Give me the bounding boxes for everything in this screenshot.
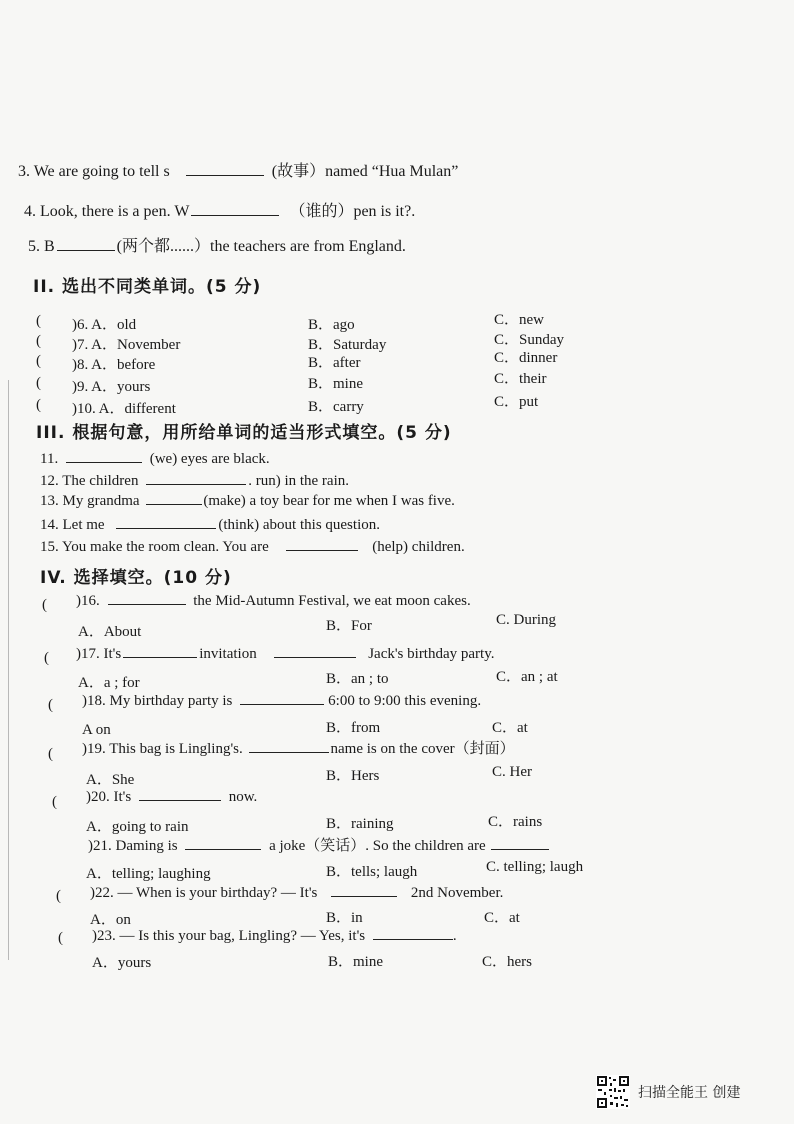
option-a[interactable]: A．telling; laughing bbox=[86, 866, 211, 882]
answer-blank[interactable] bbox=[185, 837, 261, 850]
paren: ( bbox=[36, 375, 41, 391]
question-3: 3. We are going to tell s (故事）named “Hua Mulan” bbox=[18, 163, 459, 180]
option-b[interactable]: B．raining bbox=[326, 816, 394, 832]
option-b[interactable]: B．after bbox=[308, 355, 361, 371]
option-c[interactable]: C．new bbox=[494, 312, 544, 328]
question-17: )17. It's invitation Jack's birthday party. bbox=[76, 646, 495, 662]
option-b[interactable]: B．Saturday bbox=[308, 337, 387, 353]
question-5: 5. B (两个都......）the teachers are from England. bbox=[28, 238, 406, 255]
answer-blank[interactable] bbox=[286, 538, 358, 551]
question-11: 11. (we) eyes are black. bbox=[40, 451, 270, 467]
question-6: )6. A．old bbox=[72, 317, 137, 333]
option-a[interactable]: A．She bbox=[86, 772, 135, 788]
paren: ( bbox=[36, 333, 41, 349]
question-22: )22. — When is your birthday? — It's 2nd November. bbox=[90, 885, 504, 901]
option-b[interactable]: B．carry bbox=[308, 399, 364, 415]
question-10: )10. A．different bbox=[72, 401, 176, 417]
paren: ( bbox=[58, 930, 63, 946]
question-21: )21. Daming is a joke（笑话）. So the children are bbox=[88, 837, 551, 855]
option-c[interactable]: C. During bbox=[496, 612, 556, 628]
option-a[interactable]: A on bbox=[82, 722, 111, 738]
option-a[interactable]: A．About bbox=[78, 624, 142, 640]
answer-blank[interactable] bbox=[66, 450, 142, 463]
paren: ( bbox=[36, 397, 41, 413]
answer-blank[interactable] bbox=[57, 238, 115, 251]
paren: ( bbox=[56, 888, 61, 904]
option-a[interactable]: A．yours bbox=[92, 955, 152, 971]
answer-blank[interactable] bbox=[108, 592, 186, 605]
option-b[interactable]: B．mine bbox=[328, 954, 383, 970]
option-c[interactable]: C．Sunday bbox=[494, 332, 565, 348]
paren: ( bbox=[44, 650, 49, 666]
paren: ( bbox=[36, 353, 41, 369]
option-b[interactable]: B．ago bbox=[308, 317, 355, 333]
option-b[interactable]: B．in bbox=[326, 910, 363, 926]
option-b[interactable]: B．an ; to bbox=[326, 671, 389, 687]
question-9: )9. A．yours bbox=[72, 379, 151, 395]
question-20: )20. It's now. bbox=[86, 789, 258, 805]
option-b[interactable]: B．For bbox=[326, 618, 372, 634]
answer-blank[interactable] bbox=[186, 163, 264, 176]
question-12: 12. The children . run) in the rain. bbox=[40, 473, 350, 489]
answer-blank[interactable] bbox=[146, 492, 202, 505]
answer-blank[interactable] bbox=[274, 645, 356, 658]
option-a[interactable]: A．on bbox=[90, 912, 131, 928]
binding-margin-line bbox=[8, 380, 9, 960]
answer-blank[interactable] bbox=[139, 788, 221, 801]
section-4-title: IV. 选择填空。(10 分) bbox=[40, 568, 232, 588]
paren: ( bbox=[52, 794, 57, 810]
question-19: )19. This bag is Lingling's. name is on the cover（封面） bbox=[82, 741, 515, 757]
option-c[interactable]: C．an ; at bbox=[496, 669, 558, 685]
answer-blank[interactable] bbox=[373, 927, 453, 940]
question-14: 14. Let me (think) about this question. bbox=[40, 517, 380, 533]
option-c[interactable]: C．at bbox=[492, 720, 528, 736]
answer-blank[interactable] bbox=[240, 692, 324, 705]
question-23: )23. — Is this your bag, Lingling? — Yes, it's . bbox=[92, 928, 457, 944]
answer-blank[interactable] bbox=[116, 516, 216, 529]
option-c[interactable]: C．at bbox=[484, 910, 520, 926]
option-b[interactable]: B．from bbox=[326, 720, 381, 736]
option-c[interactable]: C．their bbox=[494, 371, 547, 387]
option-c[interactable]: C．dinner bbox=[494, 350, 558, 366]
answer-blank[interactable] bbox=[191, 203, 279, 216]
qr-code-icon bbox=[596, 1075, 630, 1109]
question-4: 4. Look, there is a pen. W （谁的）pen is it?. bbox=[24, 203, 416, 220]
answer-blank[interactable] bbox=[123, 645, 197, 658]
option-a[interactable]: A．going to rain bbox=[86, 819, 189, 835]
option-c[interactable]: C．rains bbox=[488, 814, 543, 830]
paren: ( bbox=[36, 313, 41, 329]
option-c[interactable]: C. telling; laugh bbox=[486, 859, 584, 875]
option-c[interactable]: C. Her bbox=[492, 764, 532, 780]
scanner-watermark bbox=[596, 1075, 740, 1109]
paren: ( bbox=[48, 697, 53, 713]
option-b[interactable]: B．Hers bbox=[326, 768, 380, 784]
answer-blank[interactable] bbox=[331, 884, 397, 897]
paren: ( bbox=[48, 746, 53, 762]
question-15: 15. You make the room clean. You are (help) children. bbox=[40, 539, 465, 555]
question-8: )8. A．before bbox=[72, 357, 156, 373]
answer-blank[interactable] bbox=[146, 472, 246, 485]
option-c[interactable]: C．put bbox=[494, 394, 539, 410]
question-7: )7. A．November bbox=[72, 337, 181, 353]
option-c[interactable]: C．hers bbox=[482, 954, 532, 970]
option-b[interactable]: B．mine bbox=[308, 376, 363, 392]
option-a[interactable]: A．a ; for bbox=[78, 675, 140, 691]
watermark-label: 扫描全能王 创建 bbox=[638, 1085, 741, 1101]
question-18: )18. My birthday party is 6:00 to 9:00 this evening. bbox=[82, 693, 482, 709]
section-3-title: III. 根据句意，用所给单词的适当形式填空。(5 分) bbox=[36, 423, 452, 443]
question-13: 13. My grandma (make) a toy bear for me when I was five. bbox=[40, 493, 455, 509]
section-2-title: II. 选出不同类单词。(5 分) bbox=[33, 277, 262, 297]
answer-blank[interactable] bbox=[491, 837, 549, 850]
option-b[interactable]: B．tells; laugh bbox=[326, 864, 418, 880]
question-16: )16. the Mid-Autumn Festival, we eat moon cakes. bbox=[76, 593, 471, 609]
answer-blank[interactable] bbox=[249, 740, 329, 753]
paren: ( bbox=[42, 597, 47, 613]
